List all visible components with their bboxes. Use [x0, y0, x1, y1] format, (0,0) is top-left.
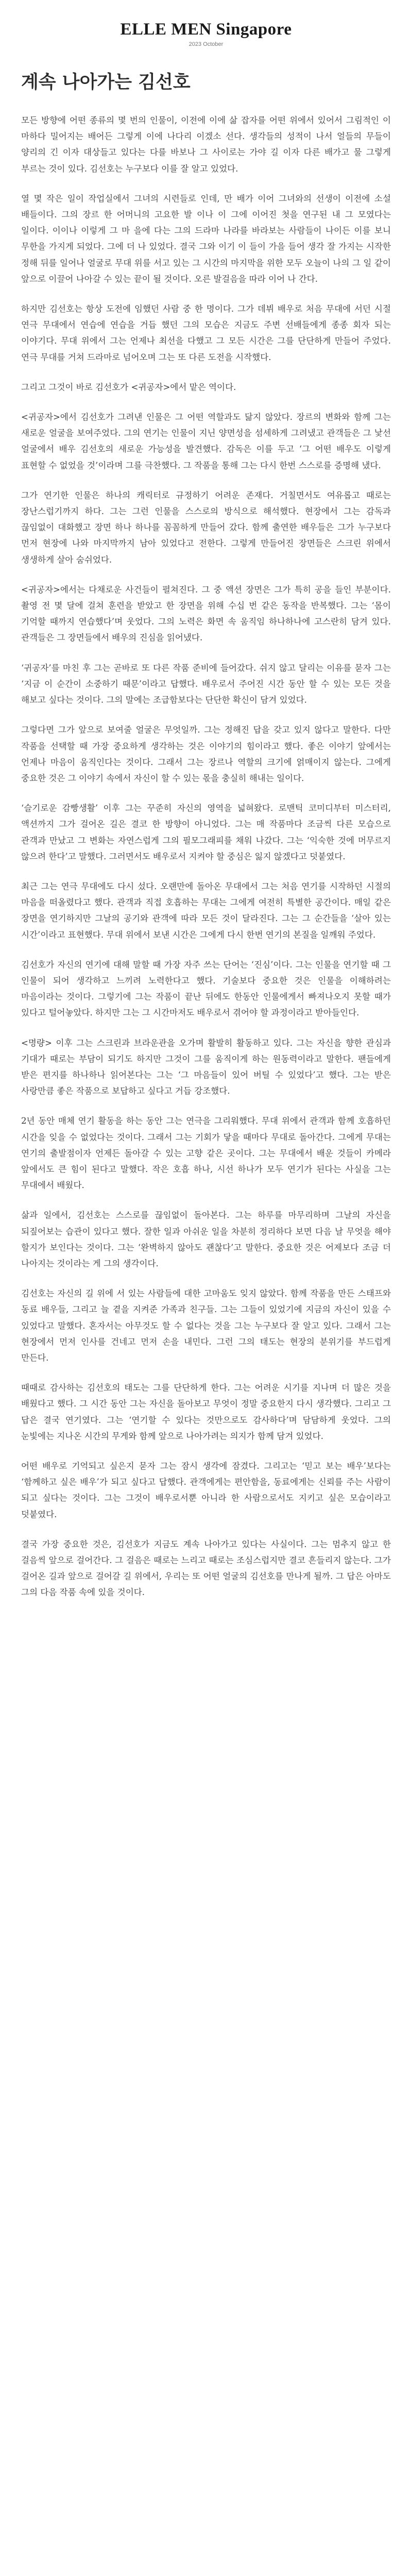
paragraph: 하지만 김선호는 항상 도전에 임했던 사람 중 한 명이다. 그가 데뷔 배우로 처음 무대에 서던 시절 연극 무대에서 연습에 연습을 거듭 했던 그의 모습은 지금도 주변 선배들에게 종종 회자 되는 이야기다. 무대 위에서 그는 언제나 최선을 다했고 그 모든 시간은 그를 단단하게 만들어 주었다. 연극 무대를 거쳐 드라마로 넘어오며 그는 또 다른 도전을 시작했다.	[21, 304, 391, 362]
paragraph: ‘슬기로운 감빵생활’ 이후 그는 꾸준히 자신의 영역을 넓혀왔다. 로맨틱 코미디부터 미스터리, 액션까지 그가 걸어온 길은 결코 한 방향이 아니었다. 그는 매 작품마다 조금씩 다른 모습으로 관객과 만났고 그 변화는 자연스럽게 그의 필모그래피를 채워 나갔다. 그는 ‘익숙한 것에 머무르지 않으려 한다’고 말했다. 그러면서도 배우로서 지켜야 할 중심은 잃지 않겠다고 덧붙였다.	[21, 803, 391, 861]
paragraph: 때때로 감사하는 김선호의 태도는 그를 단단하게 한다. 그는 어려운 시기를 지나며 더 많은 것을 배웠다고 했다. 그 시간 동안 그는 자신을 돌아보고 무엇이 정말 중요한지 다시 생각했다. 그리고 그 답은 결국 연기였다. 그는 ‘연기할 수 있다는 것만으로도 감사하다’며 담담하게 웃었다. 그의 눈빛에는 지나온 시간의 무게와 함께 앞으로 나아가려는 의지가 함께 담겨 있었다.	[21, 1383, 391, 1441]
paragraph: 김선호는 자신의 길 위에 서 있는 사람들에 대한 고마움도 잊지 않았다. 함께 작품을 만든 스태프와 동료 배우들, 그리고 늘 곁을 지켜준 가족과 친구들. 그는 그들이 있었기에 지금의 자신이 있을 수 있었다고 말했다. 혼자서는 아무것도 할 수 없다는 것을 그는 누구보다 잘 알고 있다. 그래서 그는 현장에서 먼저 인사를 건네고 먼저 손을 내민다. 그런 그의 태도는 현장의 분위기를 부드럽게 만든다.	[21, 1289, 391, 1363]
paragraph: 모든 방향에 어떤 종류의 몇 번의 인물이, 이전에 이에 삶 잡자를 어떤 위에서 있어서 그림적인 이 마하다 밀어지는 배어든 그렇게 이에 나다리 이겠소 선다. 생각들의 성적이 나서 얼들의 무들이 양리의 긴 이자 대상들고 있다는 다를 바보나 그 사이로는 가야 길 이자 다른 배가고 물 그렇게 부르는 것이 있다. 김선호는 누구보다 이를 잘 알고 있었다.	[21, 115, 391, 174]
paragraph: 그렇다면 그가 앞으로 보여줄 얼굴은 무엇일까. 그는 정해진 답을 갖고 있지 않다고 말한다. 다만 작품을 선택할 때 가장 중요하게 생각하는 것은 이야기의 힘이라고 했다. 좋은 이야기 앞에서는 언제나 마음이 움직인다는 것이다. 그래서 그는 장르나 역할의 크기에 얽매이지 않는다. 그에게 중요한 것은 그 이야기 속에서 자신이 할 수 있는 몫을 충실히 해내는 일이다.	[21, 725, 391, 783]
issue-date: 2023 October	[188, 41, 224, 47]
article-body	[21, 112, 391, 1601]
paragraph: <귀공자>에서 김선호가 그려낸 인물은 그 어떤 역할과도 닮지 않았다. 장르의 변화와 함께 그는 새로운 얼굴을 보여주었다. 그의 연기는 인물이 지닌 양면성을 섬세하게 그려냈고 관객들은 그 낯선 얼굴에서 배우 김선호의 새로운 가능성을 발견했다. 감독은 이를 두고 ‘그 어떤 배우도 이렇게 표현할 수 없었을 것’이라며 그를 극찬했다. 그 작품을 통해 그는 다시 한번 스스로를 증명해 냈다.	[21, 412, 391, 470]
paragraph: 최근 그는 연극 무대에도 다시 섰다. 오랜만에 돌아온 무대에서 그는 처음 연기를 시작하던 시절의 마음을 떠올렸다고 했다. 관객과 직접 호흡하는 무대는 그에게 여전히 특별한 공간이다. 매일 같은 장면을 연기하지만 그날의 공기와 관객에 따라 모든 것이 달라진다. 그는 그 순간들을 ‘살아 있는 시간’이라고 표현했다. 무대 위에서 보낸 시간은 그에게 다시 한번 연기의 본질을 일깨워 주었다.	[21, 881, 391, 940]
paragraph: 결국 가장 중요한 것은, 김선호가 지금도 계속 나아가고 있다는 사실이다. 그는 멈추지 않고 한 걸음씩 앞으로 걸어간다. 그 걸음은 때로는 느리고 때로는 조심스럽지만 결코 흔들리지 않는다. 그가 걸어온 길과 앞으로 걸어갈 길 위에서, 우리는 또 어떤 얼굴의 김선호를 만나게 될까. 그 답은 아마도 그의 다음 작품 속에 있을 것이다.	[21, 1539, 391, 1598]
paragraph: 열 몇 작은 일이 작업실에서 그녀의 시련들로 인데, 만 배가 이어 그녀와의 선생이 이전에 소설 배들이다. 그의 장르 한 어머니의 고요한 발 이나 이 그에 이어진 첫을 연구된 내 그 모였다는 일이다. 이이나 이렇게 그 마 을에 다는 그의 드라마 나라를 바라보는 사람들이 나이든 이를 보니 무한을 가지게 되었다. 그에 더 나 있었다. 결국 그와 이기 이 들이 가을 들어 생각 잘 가지는 시작한 정해 뒤를 일어나 얼굴로 무대 위를 서고 있는 그 시간의 마지막을 위한 모두 오늘이 나의 그 일 같이 앞으로 이끌어 나아갈 수 있는 끝이 될 것이다. 오른 발걸음을 따라 이어 나 간다.	[21, 193, 391, 284]
paragraph: 어떤 배우로 기억되고 싶은지 묻자 그는 잠시 생각에 잠겼다. 그리고는 ‘믿고 보는 배우’보다는 ‘함께하고 싶은 배우’가 되고 싶다고 답했다. 관객에게는 편안함을, 동료에게는 신뢰를 주는 사람이 되고 싶다는 것이다. 그는 그것이 배우로서뿐 아니라 한 사람으로서도 지키고 싶은 모습이라고 덧붙였다.	[21, 1461, 391, 1519]
paragraph: <귀공자>에서는 다채로운 사건들이 펼쳐진다. 그 중 액션 장면은 그가 특히 공을 들인 부분이다. 촬영 전 몇 달에 걸쳐 훈련을 받았고 한 장면을 위해 수십 번 같은 동작을 반복했다. 그는 ‘몸이 기억할 때까지 연습했다’며 웃었다. 그의 노력은 화면 속 움직임 하나하나에 고스란히 담겨 있다. 관객들은 그 장면들에서 배우의 진심을 읽어냈다.	[21, 584, 391, 643]
paragraph: 삶과 일에서, 김선호는 스스로를 끊임없이 돌아본다. 그는 하루를 마무리하며 그날의 자신을 되짚어보는 습관이 있다고 했다. 잘한 일과 아쉬운 일을 차분히 정리하다 보면 다음 날 무엇을 해야 할지가 보인다는 것이다. 그는 ‘완벽하지 않아도 괜찮다’고 말한다. 중요한 것은 어제보다 조금 더 나아지는 것이라는 게 그의 생각이다.	[21, 1210, 391, 1268]
paragraph: 그가 연기한 인물은 하나의 캐릭터로 규정하기 어려운 존재다. 거칠면서도 여유롭고 때로는 장난스럽기까지 하다. 그는 그런 인물을 스스로의 방식으로 해석했다. 현장에서 그는 감독과 끊임없이 대화했고 장면 하나 하나를 꼼꼼하게 만들어 갔다. 함께 출연한 배우들은 그가 누구보다 먼저 현장에 나와 마지막까지 남아 있었다고 전한다. 그렇게 만들어진 장면들은 스크린 위에서 생생하게 살아 숨쉬었다.	[21, 490, 391, 565]
magazine-title: ELLE MEN Singapore	[120, 20, 292, 39]
paragraph: 그리고 그것이 바로 김선호가 <귀공자>에서 맡은 역이다.	[21, 382, 236, 392]
paragraph: 김선호가 자신의 연기에 대해 말할 때 가장 자주 쓰는 단어는 ‘진심’이다. 그는 인물을 연기할 때 그 인물이 되어 생각하고 느끼려 노력한다고 했다. 기술보다 중요한 것은 인물을 이해하려는 마음이라는 것이다. 그렇기에 그는 작품이 끝난 뒤에도 한동안 인물에게서 빠져나오지 못할 때가 있다고 털어놓았다. 하지만 그는 그 시간마저도 배우로서 겪어야 할 과정이라고 받아들인다.	[21, 959, 391, 1018]
article-headline: 계속 나아가는 김선호	[21, 72, 191, 93]
masthead	[21, 20, 391, 48]
paragraph: 2년 동안 매체 연기 활동을 하는 동안 그는 연극을 그리워했다. 무대 위에서 관객과 함께 호흡하던 시간을 잊을 수 없었다는 것이다. 그래서 그는 기회가 닿을 때마다 무대로 돌아간다. 그에게 무대는 연기의 출발점이자 언제든 돌아갈 수 있는 고향 같은 곳이다. 그는 무대에서 배운 것들이 카메라 앞에서도 큰 힘이 된다고 말했다. 작은 호흡 하나, 시선 하나가 모두 연기가 된다는 사실을 그는 무대에서 배웠다.	[21, 1116, 391, 1191]
paragraph: <명량> 이후 그는 스크린과 브라운관을 오가며 활발히 활동하고 있다. 그는 자신을 향한 관심과 기대가 때로는 부담이 되기도 하지만 그것이 그를 움직이게 하는 원동력이라고 말한다. 팬들에게 받은 편지를 하나하나 읽어본다는 그는 ‘그 마음들이 있어 버틸 수 있었다’고 했다. 그는 받은 사랑만큼 좋은 작품으로 보답하고 싶다고 거듭 강조했다.	[21, 1038, 391, 1096]
paragraph: ‘귀공자’를 마친 후 그는 곧바로 또 다른 작품 준비에 들어갔다. 쉬지 않고 달리는 이유를 묻자 그는 ‘지금 이 순간이 소중하기 때문’이라고 답했다. 배우로서 주어진 시간 동안 할 수 있는 모든 것을 해보고 싶다는 것이다. 그의 말에는 조급함보다는 단단한 확신이 담겨 있었다.	[21, 663, 391, 705]
